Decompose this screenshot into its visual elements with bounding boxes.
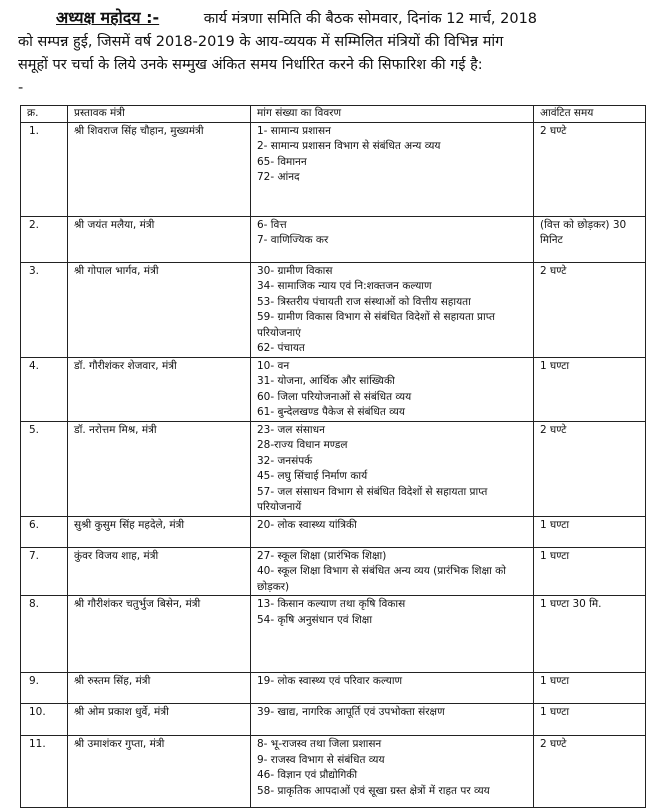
demand-allocation-table <box>20 105 646 808</box>
allotted-time-cell: 2 घण्टे <box>534 421 646 516</box>
table-row <box>21 357 646 421</box>
demand-item: 45- लघु सिंचाई निर्माण कार्य <box>257 470 368 482</box>
demand-item: 13- किसान कल्याण तथा कृषि विकास <box>257 598 406 610</box>
minister-cell: श्री उमाशंकर गुप्ता, मंत्री <box>68 736 251 808</box>
minister-cell: सुश्री कुसुम सिंह महदेले, मंत्री <box>68 516 251 547</box>
demand-details-cell <box>251 357 534 421</box>
table-row <box>21 122 646 216</box>
header-allotted-time: आवंटित समय <box>534 106 646 123</box>
table-row <box>21 673 646 704</box>
intro-line-4: - <box>18 80 24 96</box>
demand-details-cell <box>251 122 534 216</box>
allotted-time-cell: 2 घण्टे <box>534 262 646 357</box>
demand-details-cell <box>251 216 534 262</box>
demand-item: 6- वित्त <box>257 218 287 231</box>
demand-item: 57- जल संसाधन विभाग से संबंधित विदेशों से सहायता प्राप्त परियोजनायें <box>257 485 488 513</box>
intro-line-2: को सम्पन्न हुई, जिसमें वर्ष 2018-2019 के आय-व्ययक में सम्मिलित मंत्रियों की विभिन्न मांग <box>18 34 504 50</box>
header-serial: क्र. <box>21 106 68 123</box>
speaker-heading: अध्यक्ष महोदय :- <box>56 8 160 27</box>
demand-details-cell <box>251 516 534 547</box>
serial-number-cell: 11. <box>21 736 68 808</box>
serial-number-cell: 1. <box>21 122 68 216</box>
demand-item: 62- पंचायत <box>257 342 305 354</box>
allotted-time-cell: (वित्त को छोड़कर) 30 मिनिट <box>534 216 646 262</box>
demand-item: 58- प्राकृतिक आपदाओं एवं सूखा ग्रस्त क्षेत्रों में राहत पर व्यय <box>257 784 490 797</box>
table-row <box>21 421 646 516</box>
demand-item: 34- सामाजिक न्याय एवं नि:शक्तजन कल्याण <box>257 280 432 292</box>
allotted-time-cell: 2 घण्टे <box>534 736 646 808</box>
minister-cell: श्री शिवराज सिंह चौहान, मुख्यमंत्री <box>68 122 251 216</box>
demand-item: 46- विज्ञान एवं प्रौद्योगिकी <box>257 769 358 781</box>
header-minister: प्रस्तावक मंत्री <box>68 106 251 123</box>
minister-cell: श्री रुस्तम सिंह, मंत्री <box>68 673 251 704</box>
minister-cell: कुंवर विजय शाह, मंत्री <box>68 547 251 596</box>
demand-item: 32- जनसंपर्क <box>257 454 313 467</box>
demand-item: 31- योजना, आर्थिक और सांख्यिकी <box>257 375 395 387</box>
demand-item: 9- राजस्व विभाग से संबंधित व्यय <box>257 753 385 766</box>
demand-item: 8- भू-राजस्व तथा जिला प्रशासन <box>257 738 382 750</box>
table-row <box>21 704 646 736</box>
header-demand-details: मांग संख्या का विवरण <box>251 106 534 123</box>
demand-details-cell <box>251 673 534 704</box>
serial-number-cell: 2. <box>21 216 68 262</box>
serial-number-cell: 6. <box>21 516 68 547</box>
allotted-time-cell: 1 घण्टा <box>534 673 646 704</box>
demand-item: 28-राज्य विधान मण्डल <box>257 439 348 451</box>
demand-item: 53- त्रिस्तरीय पंचायती राज संस्थाओं को वित्तीय सहायता <box>257 295 471 308</box>
table-header-row <box>21 106 646 123</box>
minister-cell: डॉ. गौरीशंकर शेजवार, मंत्री <box>68 357 251 421</box>
demand-item: 7- वाणिज्यिक कर <box>257 234 329 246</box>
table-row <box>21 596 646 673</box>
demand-details-cell <box>251 596 534 673</box>
allotted-time-cell: 2 घण्टे <box>534 122 646 216</box>
demand-item: 1- सामान्य प्रशासन <box>257 124 331 137</box>
serial-number-cell: 7. <box>21 547 68 596</box>
demand-item: 54- कृषि अनुसंधान एवं शिक्षा <box>257 613 373 626</box>
demand-item: 27- स्कूल शिक्षा (प्रारंभिक शिक्षा) <box>257 549 387 562</box>
demand-item: 23- जल संसाधन <box>257 423 325 436</box>
intro-line-1: कार्य मंत्रणा समिति की बैठक सोमवार, दिनांक 12 मार्च, 2018 <box>203 11 538 27</box>
demand-item: 20- लोक स्वास्थ्य यांत्रिकी <box>257 518 357 531</box>
intro-paragraph <box>18 6 656 100</box>
demand-item: 59- ग्रामीण विकास विभाग से संबंधित विदेशों से सहायता प्राप्त परियोजनाएं <box>257 311 495 339</box>
table-row <box>21 216 646 262</box>
demand-item: 60- जिला परियोजनाओं से संबंधित व्यय <box>257 390 412 403</box>
serial-number-cell: 4. <box>21 357 68 421</box>
demand-item: 72- आंनद <box>257 171 300 183</box>
allotted-time-cell: 1 घण्टा 30 मि. <box>534 596 646 673</box>
demand-item: 39- खाद्य, नागरिक आपूर्ति एवं उपभोक्ता संरक्षण <box>257 706 445 718</box>
table-row <box>21 516 646 547</box>
demand-item: 10- वन <box>257 359 290 372</box>
demand-details-cell <box>251 421 534 516</box>
demand-item: 2- सामान्य प्रशासन विभाग से संबंधित अन्य व्यय <box>257 140 441 152</box>
demand-item: 30- ग्रामीण विकास <box>257 264 333 277</box>
serial-number-cell: 3. <box>21 262 68 357</box>
minister-cell: श्री गोपाल भार्गव, मंत्री <box>68 262 251 357</box>
table-row <box>21 547 646 596</box>
serial-number-cell: 5. <box>21 421 68 516</box>
demand-details-cell <box>251 736 534 808</box>
table-row <box>21 262 646 357</box>
demand-item: 61- बुन्देलखण्ड पैकेज से संबंधित व्यय <box>257 406 405 418</box>
demand-details-cell <box>251 547 534 596</box>
table-row <box>21 736 646 808</box>
intro-line-3: समूहों पर चर्चा के लिये उनके सम्मुख अंकित समय निर्धारित करने की सिफारिश की गई है: <box>18 57 483 73</box>
serial-number-cell: 9. <box>21 673 68 704</box>
demand-item: 65- विमानन <box>257 155 307 168</box>
allotted-time-cell: 1 घण्टा <box>534 516 646 547</box>
allotted-time-cell: 1 घण्टा <box>534 547 646 596</box>
demand-item: 40- स्कूल शिक्षा विभाग से संबंधित अन्य व्यय (प्रारंभिक शिक्षा को छोड़कर) <box>257 565 506 593</box>
minister-cell: श्री जयंत मलैया, मंत्री <box>68 216 251 262</box>
minister-cell: श्री गौरीशंकर चतुर्भुज बिसेन, मंत्री <box>68 596 251 673</box>
allotted-time-cell: 1 घण्टा <box>534 357 646 421</box>
allotted-time-cell: 1 घण्टा <box>534 704 646 736</box>
demand-details-cell <box>251 262 534 357</box>
minister-cell: डॉ. नरोत्तम मिश्र, मंत्री <box>68 421 251 516</box>
demand-details-cell <box>251 704 534 736</box>
minister-cell: श्री ओम प्रकाश धुर्वे, मंत्री <box>68 704 251 736</box>
demand-item: 19- लोक स्वास्थ्य एवं परिवार कल्याण <box>257 675 403 687</box>
serial-number-cell: 10. <box>21 704 68 736</box>
serial-number-cell: 8. <box>21 596 68 673</box>
